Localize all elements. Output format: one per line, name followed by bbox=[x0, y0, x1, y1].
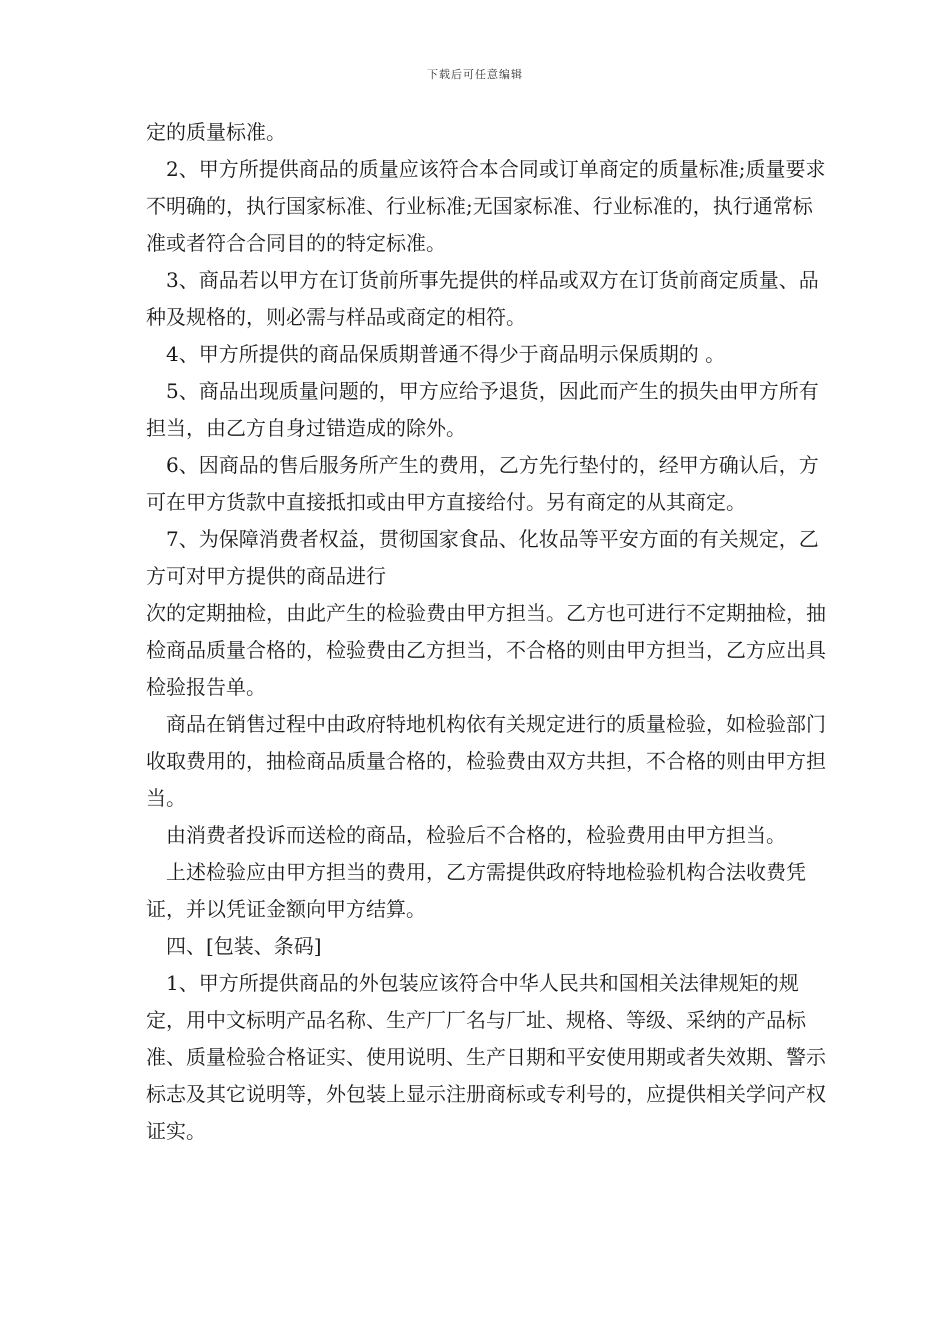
paragraph-1: 2、甲方所提供商品的质量应该符合本合同或订单商定的质量标准;质量要求不明确的，执行国家标准、行业标准;无国家标准、行业标准的，执行通常标准或者符合合同目的的特定标准。 bbox=[146, 157, 826, 255]
page-header: 下载后可任意编辑 bbox=[427, 68, 523, 81]
paragraph-9: 由消费者投诉而送检的商品，检验后不合格的，检验费用由甲方担当。 bbox=[166, 823, 786, 847]
document-body bbox=[146, 114, 826, 1150]
paragraph-10: 上述检验应由甲方担当的费用，乙方需提供政府特地检验机构合法收费凭证，并以凭证金额向甲方结算。 bbox=[146, 860, 806, 921]
paragraph-7: 次的定期抽检，由此产生的检验费由甲方担当。乙方也可进行不定期抽检，抽检商品质量合格的，检验费由乙方担当，不合格的则由甲方担当，乙方应出具检验报告单。 bbox=[146, 601, 826, 699]
paragraph-0: 定的质量标准。 bbox=[146, 120, 286, 144]
paragraph-5: 6、因商品的售后服务所产生的费用，乙方先行垫付的，经甲方确认后，方可在甲方货款中直接抵扣或由甲方直接给付。另有商定的从其商定。 bbox=[146, 453, 819, 514]
paragraph-3: 4、甲方所提供的商品保质期普通不得少于商品明示保质期的 。 bbox=[166, 342, 726, 366]
paragraph-2: 3、商品若以甲方在订货前所事先提供的样品或双方在订货前商定质量、品种及规格的，则必需与样品或商定的相符。 bbox=[146, 268, 819, 329]
section-heading-packaging: 四、[包装、条码] bbox=[166, 934, 322, 958]
paragraph-6: 7、为保障消费者权益，贯彻国家食品、化妆品等平安方面的有关规定，乙方可对甲方提供的商品进行 bbox=[146, 527, 819, 588]
paragraph-4: 5、商品出现质量问题的，甲方应给予退货，因此而产生的损失由甲方所有担当，由乙方自身过错造成的除外。 bbox=[146, 379, 819, 440]
paragraph-12: 1、甲方所提供商品的外包装应该符合中华人民共和国相关法律规矩的规定，用中文标明产品名称、生产厂厂名与厂址、规格、等级、采纳的产品标准、质量检验合格证实、使用说明、生产日期和平安使用期或者失效期、警示标志及其它说明等，外包装上显示注册商标或专利号的，应提供相关学问产权证实。 bbox=[146, 971, 826, 1143]
paragraph-8: 商品在销售过程中由政府特地机构依有关规定进行的质量检验，如检验部门收取费用的，抽检商品质量合格的，检验费由双方共担，不合格的则由甲方担当。 bbox=[146, 712, 826, 810]
